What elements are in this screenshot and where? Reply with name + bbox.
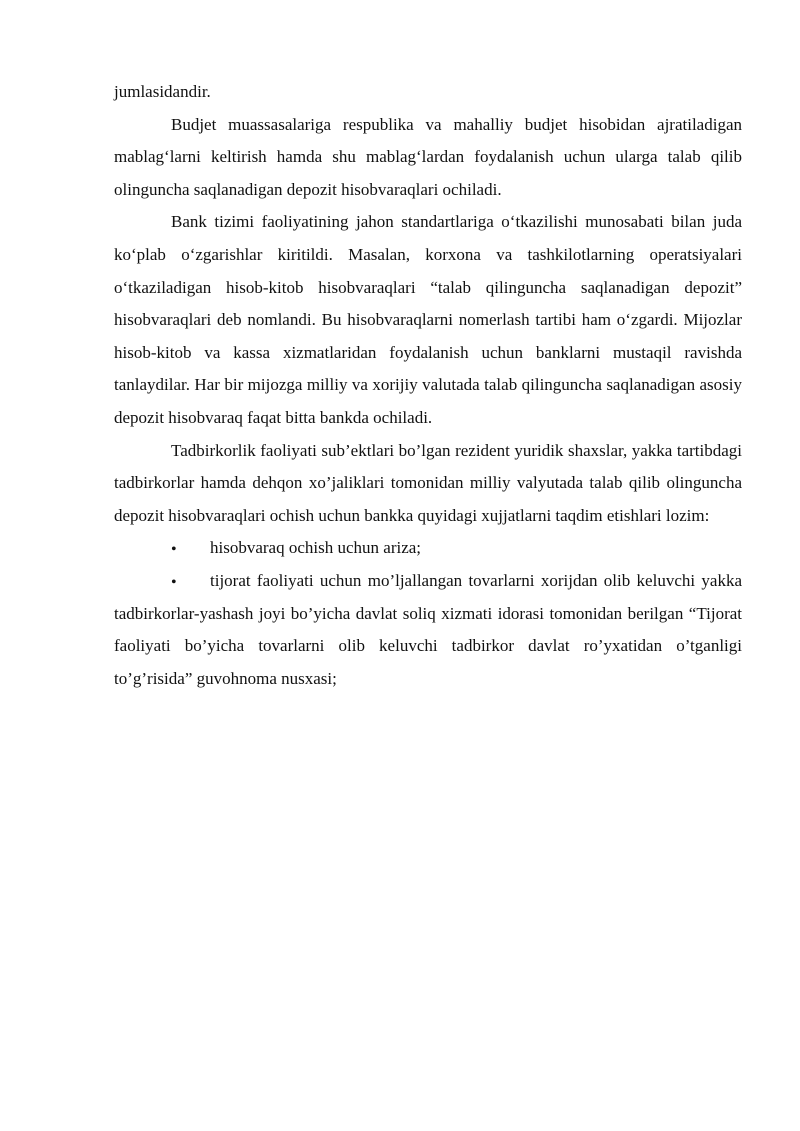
bullet-icon: •: [171, 541, 177, 559]
paragraph-continuation: jumlasidandir.: [114, 82, 211, 101]
document-page: [114, 76, 742, 695]
bullet-text-application: hisobvaraq ochish uchun ariza;: [210, 538, 422, 558]
bullet-icon: •: [171, 573, 177, 591]
paragraph-required-documents: Tadbirkorlik faoliyati sub’ektlari bo’lgan rezident yuridik shaxslar, yakka tartibdagi tadbirkorlar hamda dehqon xo’jaliklari tomonidan milliy valyutada talab qilib olinguncha depozit hisobvaraqlari ochish uchun bankka quyidagi xujjatlarni taqdim etishlari lozim:: [114, 440, 742, 525]
paragraph-bank-system-standards: Bank tizimi faoliyatining jahon standartlariga o‘tkazilishi munosabati bilan juda ko‘plab o‘zgarishlar kiritildi. Masalan, korxona va tashkilotlarning operatsiyalari o‘tkaziladigan hisob-kitob hisobvaraqlari “talab qilinguncha saqlanadigan depozit” hisobvaraqlari deb nomlandi. Bu hisobvaraqlarni nomerlash tartibi ham o‘zgardi. Mijozlar hisob-kitob va kassa xizmatlaridan foydalanish uchun banklarni mustaqil ravishda tanlaydilar. Har bir mijozga milliy va xorijiy valutada talab qilinguncha saqlanadigan asosiy depozit hisobvaraq faqat bitta bankda ochiladi.: [114, 212, 742, 427]
bullet-text-certificate-copy: tijorat faoliyati uchun mo’ljallangan tovarlarni xorijdan olib keluvchi yakka tadbirkorlar-yashash joyi bo’yicha davlat soliq xizmati idorasi tomonidan berilgan “Tijorat faoliyati bo’yicha tovarlarni olib keluvchi tadbirkor davlat ro’yxatidan o’tganligi to’g’risida” guvohnoma nusxasi;: [114, 570, 742, 688]
bullet-item-certificate-copy: [114, 565, 742, 695]
bullet-item-application: [114, 532, 742, 565]
paragraph-budget-institutions: Budjet muassasalariga respublika va mahalliy budjet hisobidan ajratiladigan mablag‘larni keltirish hamda shu mablag‘lardan foydalanish uchun ularga talab qilib olinguncha saqlanadigan depozit hisobvaraqlari ochiladi.: [114, 114, 742, 199]
